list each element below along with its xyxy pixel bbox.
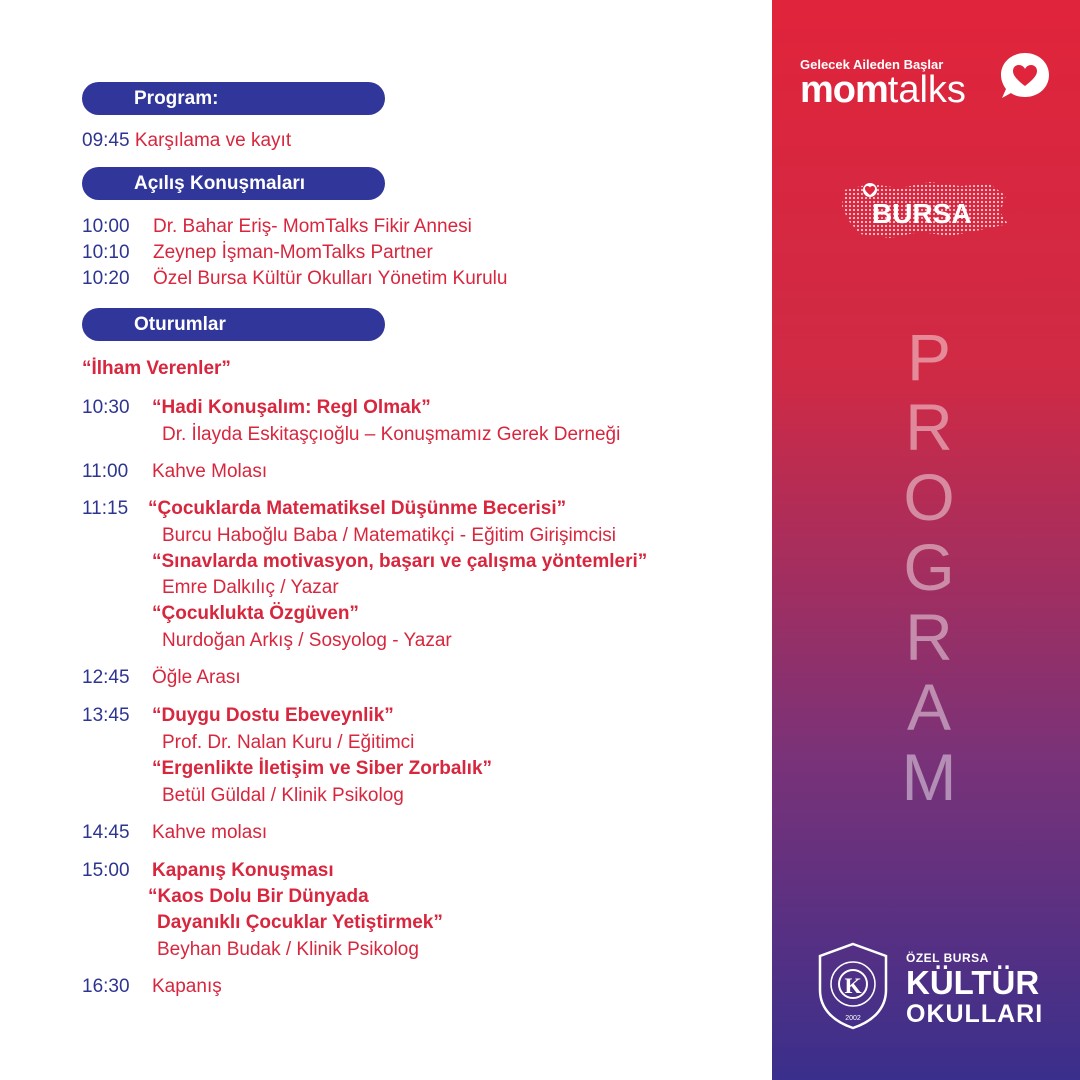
talk-speaker: Nurdoğan Arkış / Sosyolog - Yazar	[162, 630, 452, 651]
break-text: Kahve molası	[152, 822, 268, 843]
opening-item: Zeynep İşman-MomTalks Partner	[153, 242, 433, 263]
talk-speaker: Beyhan Budak / Klinik Psikolog	[157, 939, 419, 960]
time-label: 14:45	[82, 822, 130, 843]
schedule-row-welcome	[82, 130, 291, 152]
section-pill-sessions: Oturumlar	[82, 308, 385, 341]
school-crest-logo	[816, 942, 890, 1030]
time-label: 12:45	[82, 667, 130, 688]
talk-speaker: Dr. İlayda Eskitaşçıoğlu – Konuşmamız Gerek Derneği	[162, 424, 621, 445]
momtalks-logo: momtalks	[800, 69, 966, 111]
talk-speaker: Emre Dalkılıç / Yazar	[162, 577, 339, 598]
talk-title: “Hadi Konuşalım: Regl Olmak”	[152, 397, 431, 418]
time-label: 15:00	[82, 860, 130, 881]
time-label: 11:15	[82, 498, 129, 519]
talk-title: “Çocuklarda Matematiksel Düşünme Becerisi”	[148, 498, 567, 519]
brand-sidebar	[772, 0, 1080, 1080]
theme-title: “İlham Verenler”	[82, 358, 231, 379]
break-text: Öğle Arası	[152, 667, 241, 688]
item-text: Karşılama ve kayıt	[134, 130, 292, 151]
school-name-small: ÖZEL BURSA	[906, 951, 989, 965]
svg-text:2002: 2002	[845, 1015, 861, 1022]
time-label: 09:45	[82, 130, 130, 151]
opening-item: Dr. Bahar Eriş- MomTalks Fikir Annesi	[153, 216, 472, 237]
time-label: 13:45	[82, 705, 130, 726]
break-text: Kahve Molası	[152, 461, 268, 482]
closing-text: Kapanış	[152, 976, 222, 997]
time-label: 16:30	[82, 976, 130, 997]
talk-title: “Duygu Dostu Ebeveynlik”	[152, 705, 394, 726]
talk-title: “Çocuklukta Özgüven”	[152, 603, 359, 624]
section-pill-program: Program:	[82, 82, 385, 115]
talk-speaker: Betül Güldal / Klinik Psikolog	[162, 785, 404, 806]
time-label: 10:30	[82, 397, 130, 418]
talk-title: “Sınavlarda motivasyon, başarı ve çalışma yöntemleri”	[152, 551, 648, 572]
talk-title: “Kaos Dolu Bir Dünyada	[148, 886, 369, 907]
talk-title: “Ergenlikte İletişim ve Siber Zorbalık”	[152, 758, 493, 779]
speech-heart-icon	[998, 50, 1052, 102]
opening-item: Özel Bursa Kültür Okulları Yönetim Kurulu	[153, 268, 508, 289]
svg-text:K: K	[844, 973, 862, 998]
talk-title-line2: Dayanıklı Çocuklar Yetiştirmek”	[157, 912, 443, 933]
time-label: 11:00	[82, 461, 129, 482]
time-label: 10:00	[82, 216, 130, 237]
vertical-program-title: P R O G R A M	[901, 320, 957, 814]
talk-speaker: Prof. Dr. Nalan Kuru / Eğitimci	[162, 732, 415, 753]
time-label: 10:10	[82, 242, 130, 263]
tagline: Gelecek Aileden Başlar	[800, 57, 944, 72]
school-name-large: KÜLTÜR	[906, 964, 1040, 1001]
time-label: 10:20	[82, 268, 130, 289]
section-pill-opening: Açılış Konuşmaları	[82, 167, 385, 200]
school-name-mid: OKULLARI	[906, 1000, 1044, 1028]
city-label: BURSA	[872, 198, 972, 229]
closing-heading: Kapanış Konuşması	[152, 860, 334, 881]
talk-speaker: Burcu Haboğlu Baba / Matematikçi - Eğitim Girişimcisi	[162, 525, 617, 546]
